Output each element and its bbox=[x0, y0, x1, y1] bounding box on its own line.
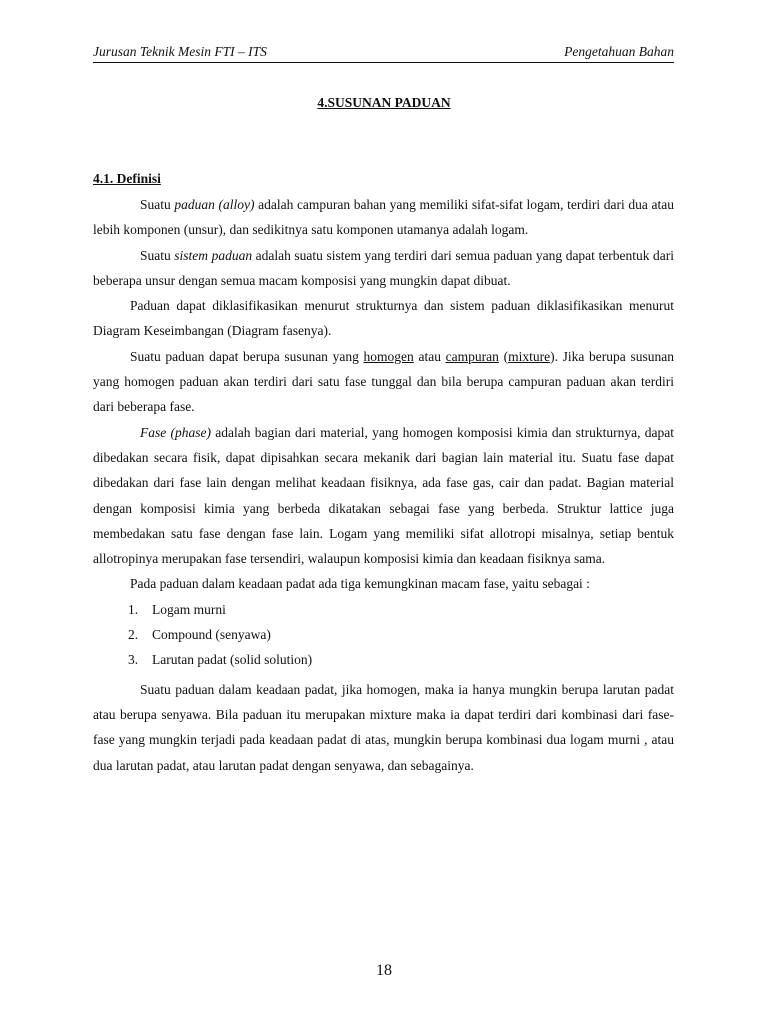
paragraph-homogeneous-mixture bbox=[93, 344, 674, 420]
text-run: atau bbox=[413, 348, 446, 364]
text-run: ). Jika berupa susunan yang homogen paduan akan terdiri dari satu fase tunggal dan bila berupa campuran paduan akan terdiri dari beberapa fase. bbox=[93, 348, 674, 415]
body-text bbox=[93, 192, 674, 778]
term-phase: Fase (phase) bbox=[140, 424, 211, 440]
paragraph-alloy-definition bbox=[93, 192, 674, 243]
list-item bbox=[93, 597, 674, 622]
text-run: adalah campuran bahan yang memiliki sifat-sifat logam, terdiri dari dua atau lebih komponen (unsur), dan sedikitnya satu komponen utamanya adalah logam. bbox=[93, 197, 674, 238]
list-number: 2. bbox=[128, 627, 139, 643]
running-header bbox=[93, 42, 674, 63]
list-text: Logam murni bbox=[152, 601, 226, 617]
paragraph-alloy-system bbox=[93, 243, 674, 294]
text-run: Suatu bbox=[140, 197, 175, 212]
header-department: Jurusan Teknik Mesin FTI – ITS bbox=[93, 44, 267, 59]
list-number: 1. bbox=[128, 601, 139, 617]
term-alloy-system: sistem paduan bbox=[174, 247, 253, 263]
list-text: Larutan padat (solid solution) bbox=[152, 652, 313, 668]
header-course: Pengetahuan Bahan bbox=[564, 44, 674, 59]
paragraph-classification: Paduan dapat diklasifikasikan menurut strukturnya dan sistem paduan diklasifikasikan menurut Diagram Keseimbangan (Diagram fasenya). bbox=[93, 298, 674, 339]
term-campuran: campuran bbox=[445, 348, 499, 364]
text-run: adalah suatu sistem yang terdiri dari semua paduan yang dapat terbentuk dari beberapa unsur dengan semua macam komposisi yang mungkin dapat dibuat. bbox=[93, 247, 674, 288]
paragraph-solid-state: Suatu paduan dalam keadaan padat, jika homogen, maka ia hanya mungkin berupa larutan padat atau berupa senyawa. Bila paduan itu merupakan mixture maka ia dapat terdiri dari kombinasi dari fase-fase yang mungkin terjadi pada keadaan padat di atas, mungkin berupa kombinasi dua logam murni , atau dua larutan padat, atau larutan padat dengan senyawa, dan sebagainya. bbox=[93, 681, 674, 773]
text-run: adalah bagian dari material, yang homogen komposisi kimia dan strukturnya, dapat dibedakan secara fisik, dapat dipisahkan secara mekanik dari bagian lain material itu. Suatu fase dapat dibedakan dari fase lain dengan melihat keadaan fisiknya, ada fase gas, cair dan padat. Bagian material dengan komposisi kimia yang berbeda dikatakan sebagai fase yang berbeda. Struktur lattice juga membedakan satu fase dengan fase lain. Logam yang memiliki sifat allotropi misalnya, setiap bentuk allotropinya merupakan fase tersendiri, walaupun komposisi kimia dan keadaan fisiknya sama. bbox=[93, 424, 674, 567]
chapter-title: 4.SUSUNAN PADUAN bbox=[317, 95, 451, 110]
page-number: 18 bbox=[376, 962, 392, 979]
section-heading: 4.1. Definisi bbox=[93, 171, 161, 186]
term-alloy: paduan (alloy) bbox=[174, 197, 255, 212]
term-homogen: homogen bbox=[363, 348, 414, 364]
paragraph-phase-definition bbox=[93, 420, 674, 572]
list-item bbox=[93, 622, 674, 647]
list-item bbox=[93, 647, 674, 672]
list-text: Compound (senyawa) bbox=[152, 627, 271, 643]
text-run: Suatu bbox=[140, 247, 175, 263]
text-run: ( bbox=[498, 348, 509, 364]
phase-type-list bbox=[93, 597, 674, 673]
list-number: 3. bbox=[128, 652, 139, 668]
paragraph-solid-phases-intro: Pada paduan dalam keadaan padat ada tiga kemungkinan macam fase, yaitu sebagai : bbox=[130, 576, 590, 592]
text-run: Suatu paduan dapat berupa susunan yang bbox=[130, 348, 364, 364]
term-mixture: mixture bbox=[508, 348, 551, 364]
